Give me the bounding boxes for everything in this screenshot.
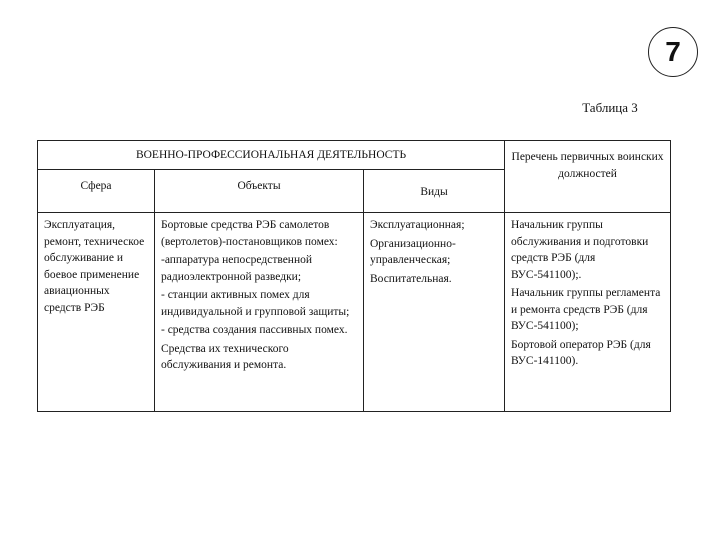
table-caption: Таблица 3 xyxy=(582,100,638,115)
positions-item: Бортовой оператор РЭБ (для ВУС-141100). xyxy=(511,338,651,367)
positions-cell xyxy=(505,213,671,412)
positions-item: Начальник группы регламента и ремонта средств РЭБ (для ВУС-541100); xyxy=(511,287,661,332)
sphere-cell: Эксплуатация, ремонт, техническое обслуживание и боевое применение авиационных средств РЭБ xyxy=(38,213,155,412)
table-header-row xyxy=(38,141,671,170)
activity-table xyxy=(37,140,671,412)
positions-item: Начальник группы обслуживания и подготовки средств РЭБ (для ВУС-541100);. xyxy=(511,219,649,281)
page-number: 7 xyxy=(665,36,681,67)
objects-item: Бортовые средства РЭБ самолетов (вертолетов)-постановщиков помех: xyxy=(161,219,338,248)
objects-item: - средства создания пассивных помех. xyxy=(161,324,348,336)
header-objects: Объекты xyxy=(155,170,364,213)
header-types: Виды xyxy=(364,170,505,213)
objects-cell xyxy=(155,213,364,412)
types-item: Воспитательная. xyxy=(370,272,452,285)
types-item: Эксплуатационная; xyxy=(370,219,465,231)
types-cell xyxy=(364,213,505,412)
table-row xyxy=(38,213,671,412)
objects-item: - станции активных помех для индивидуальной и групповой защиты; xyxy=(161,289,350,318)
types-item: Организационно-управленческая; xyxy=(370,237,456,266)
page-number-badge xyxy=(648,27,698,77)
header-military-activity: ВОЕННО-ПРОФЕССИОНАЛЬНАЯ ДЕЯТЕЛЬНОСТЬ xyxy=(38,141,505,170)
objects-item: -аппаратура непосредственной радиоэлектронной разведки; xyxy=(161,254,313,283)
objects-item: Средства их технического обслуживания и ремонта. xyxy=(161,342,289,371)
header-sphere: Сфера xyxy=(38,170,155,213)
header-positions-list: Перечень первичных воинских должностей xyxy=(505,141,671,213)
